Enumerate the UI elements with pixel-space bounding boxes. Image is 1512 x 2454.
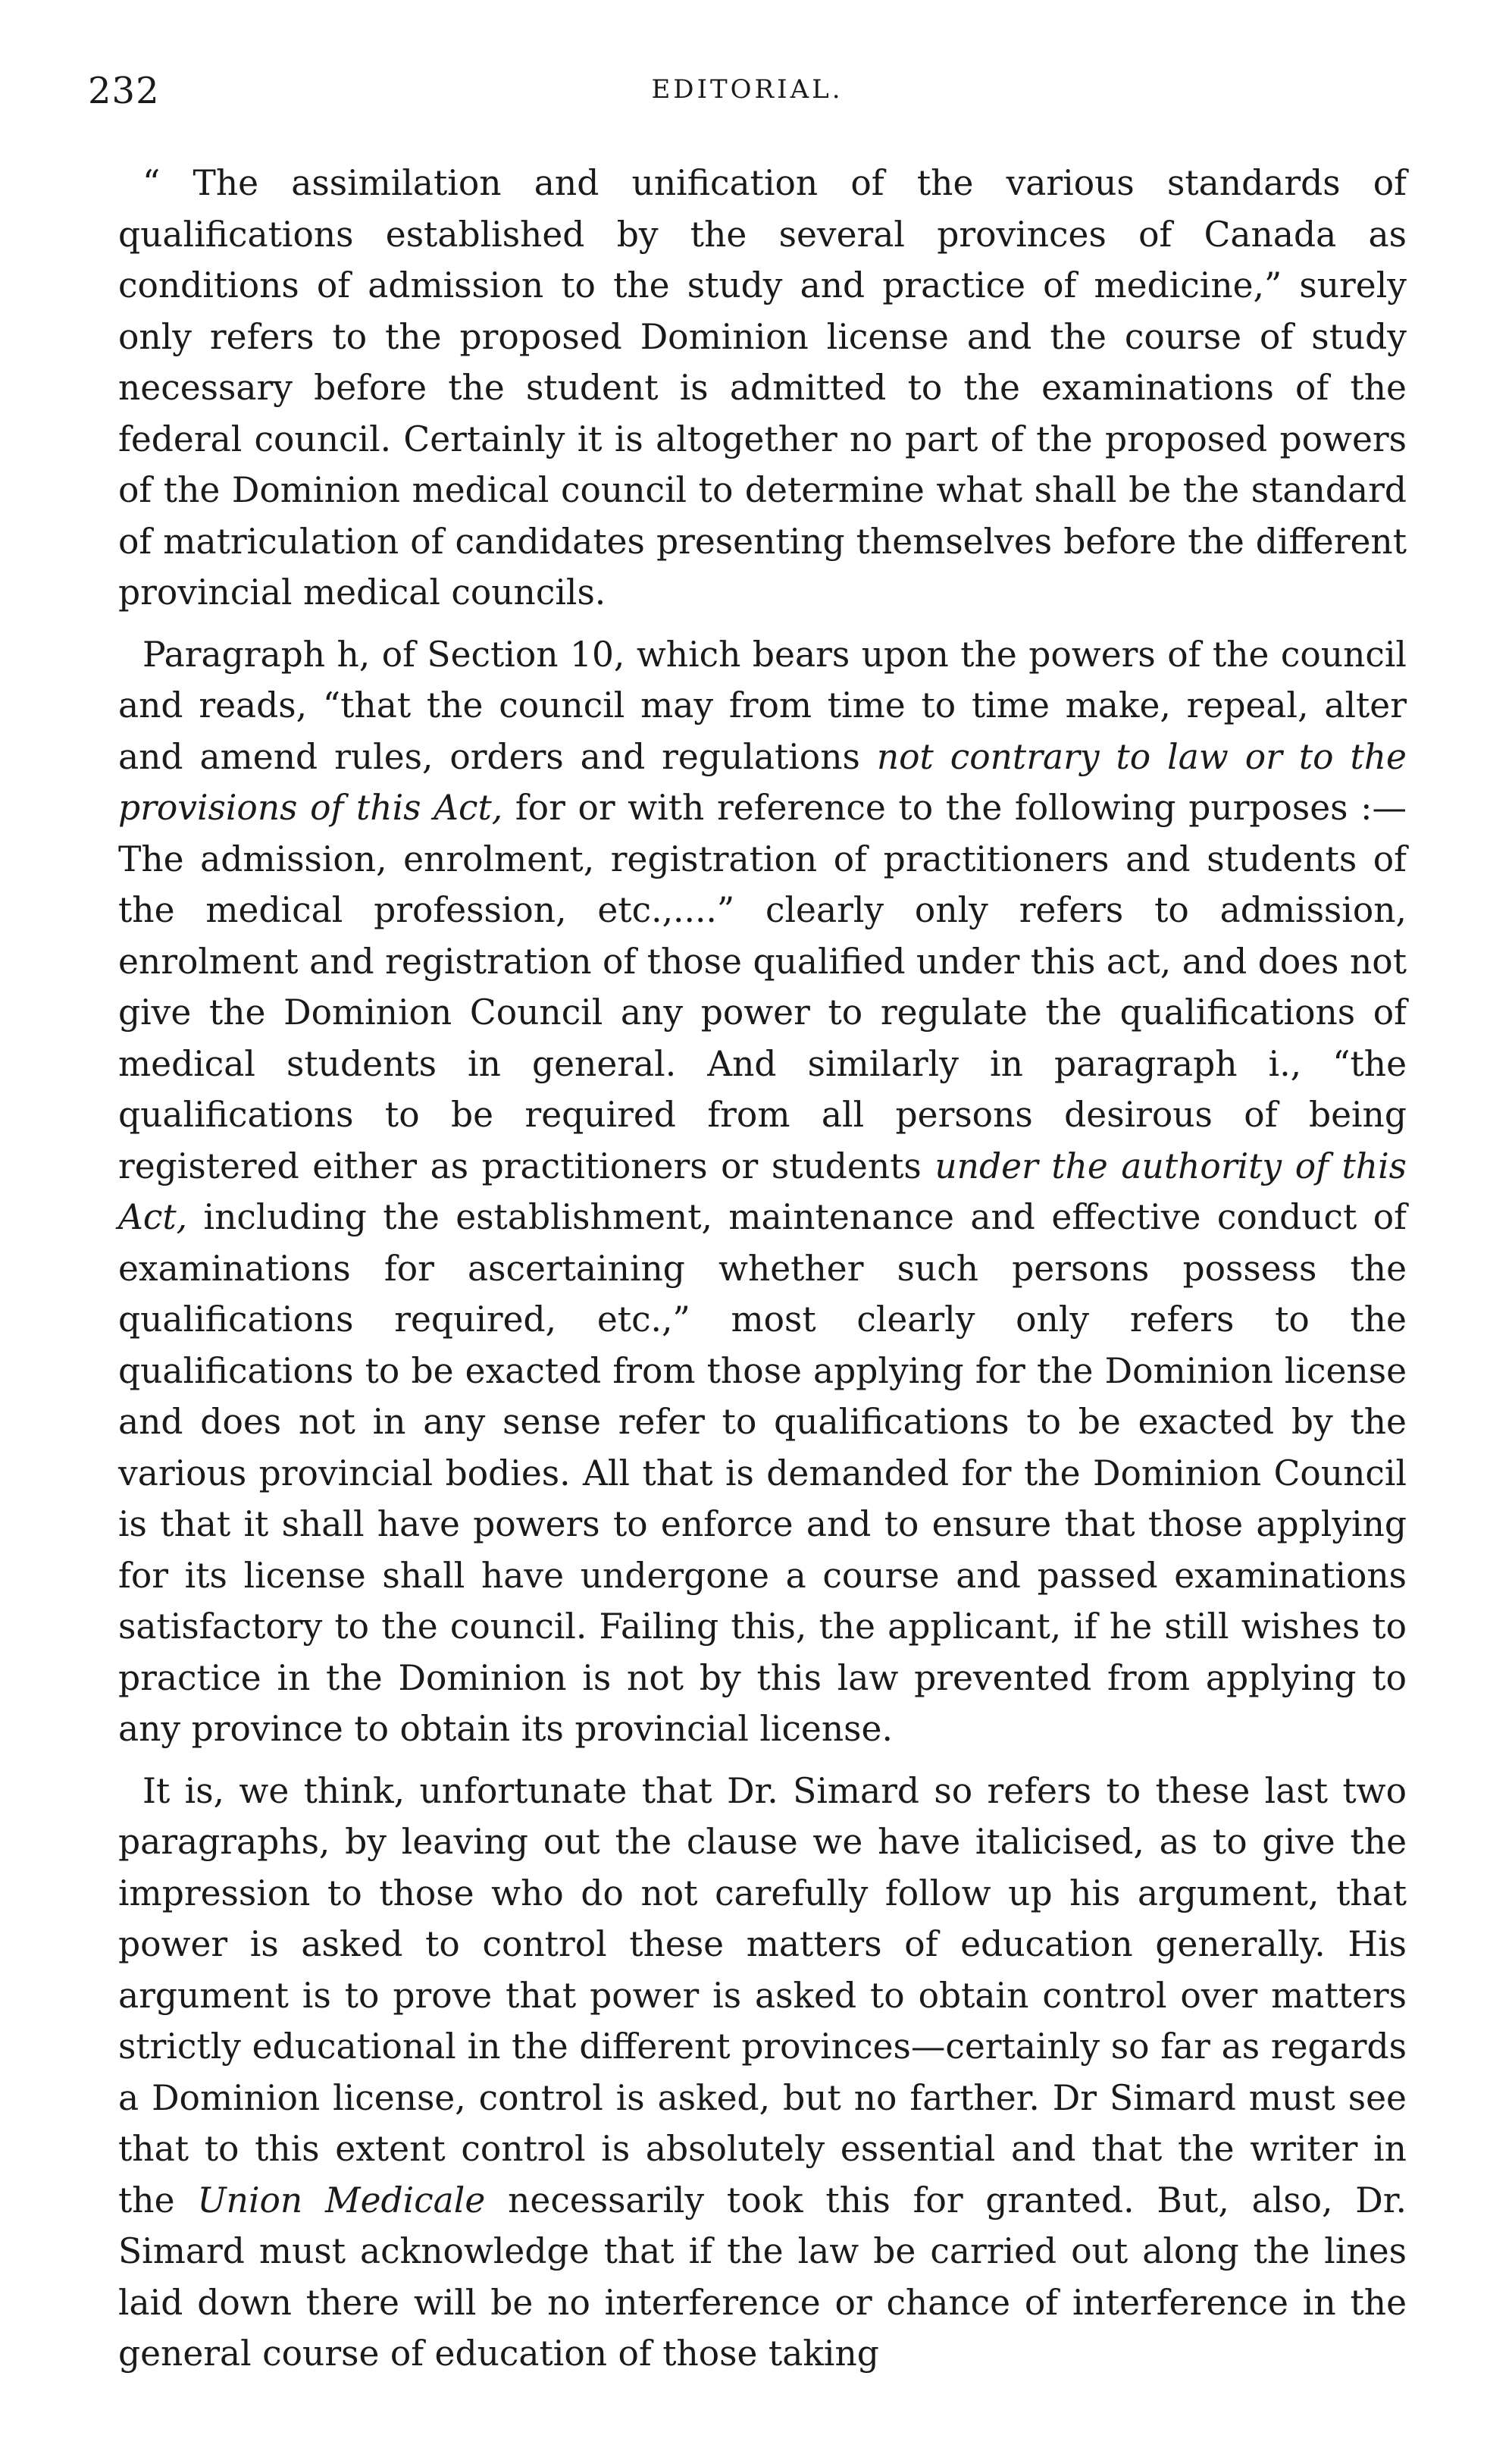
italic-phrase: under the authority of this Act, — [118, 1146, 1407, 1237]
text-run: It is, we think, unfortunate that Dr. Simard so refers to these last two paragraphs, by leaving out the clause we have italicised, as to give the impression to those who do not carefully follow up his argument, that power is asked to control these matters of education generally. His argument is to prove that power is asked to obtain control over matters strictly educational in the different provinces—certainly so far as regards a Dominion license, control is asked, but no farther. Dr Simard must see that to this extent control is absolutely essential and that the writer in the — [118, 1770, 1407, 2221]
paragraph-3 — [118, 1766, 1407, 2380]
text-run: Paragraph h, of Section 10, which bears upon the powers of the council and reads, “that the council may from time to time make, repeal, alter and amend rules, orders and regulations — [118, 634, 1407, 777]
paragraph-2 — [118, 629, 1407, 1755]
running-head: EDITORIAL. — [651, 74, 844, 105]
italic-phrase: not contrary to law or to the provisions of this Act, — [118, 736, 1407, 828]
text-run: including the establishment, maintenance and effective conduct of examinations for ascertaining whether such persons possess the qualifications required, etc.,” most clearly only refers to the qualifications to be exacted from those applying for the Dominion license and does not in any sense refer to qualifications to be exacted by the various provincial bodies. All that is demanded for the Dominion Council is that it shall have powers to enforce and to ensure that those applying for its license shall have undergone a course and passed examinations satisfactory to the council. Failing this, the applicant, if he still wishes to practice in the Dominion is not by this law prevented from applying to any province to obtain its provincial license. — [118, 1197, 1407, 1749]
paragraph-1 — [118, 158, 1407, 619]
italic-phrase: Union Medicale — [197, 2180, 486, 2221]
page-header — [88, 70, 1407, 123]
article-body — [118, 158, 1407, 2380]
page-number: 232 — [88, 70, 160, 112]
text-run: for or with reference to the following purposes :—The admission, enrolment, registration of practitioners and students of the medical profession, etc.,....” clearly only refers to admission, enrolment and registration of those qualified under this act, and does not give the Dominion Council any power to regulate the qualifications of medical students in general. And similarly in paragraph i., “the qualifications to be required from all persons desirous of being registered either as practitioners or students — [118, 788, 1407, 1186]
text-run: “ The assimilation and unification of the various standards of qualifications established by the several provinces of Canada as conditions of admission to the study and practice of medicine,” surely only refers to the proposed Dominion license and the course of study necessary before the student is admitted to the examinations of the federal council. Certainly it is altogether no part of the proposed powers of the Dominion medical council to determine what shall be the standard of matriculation of candidates presenting themselves before the different provincial medical councils. — [118, 163, 1407, 613]
text-run: necessarily took this for granted. But, also, Dr. Simard must acknowledge that if the law be carried out along the lines laid down there will be no interference or chance of interference in the general course of education of those taking — [118, 2180, 1407, 2374]
